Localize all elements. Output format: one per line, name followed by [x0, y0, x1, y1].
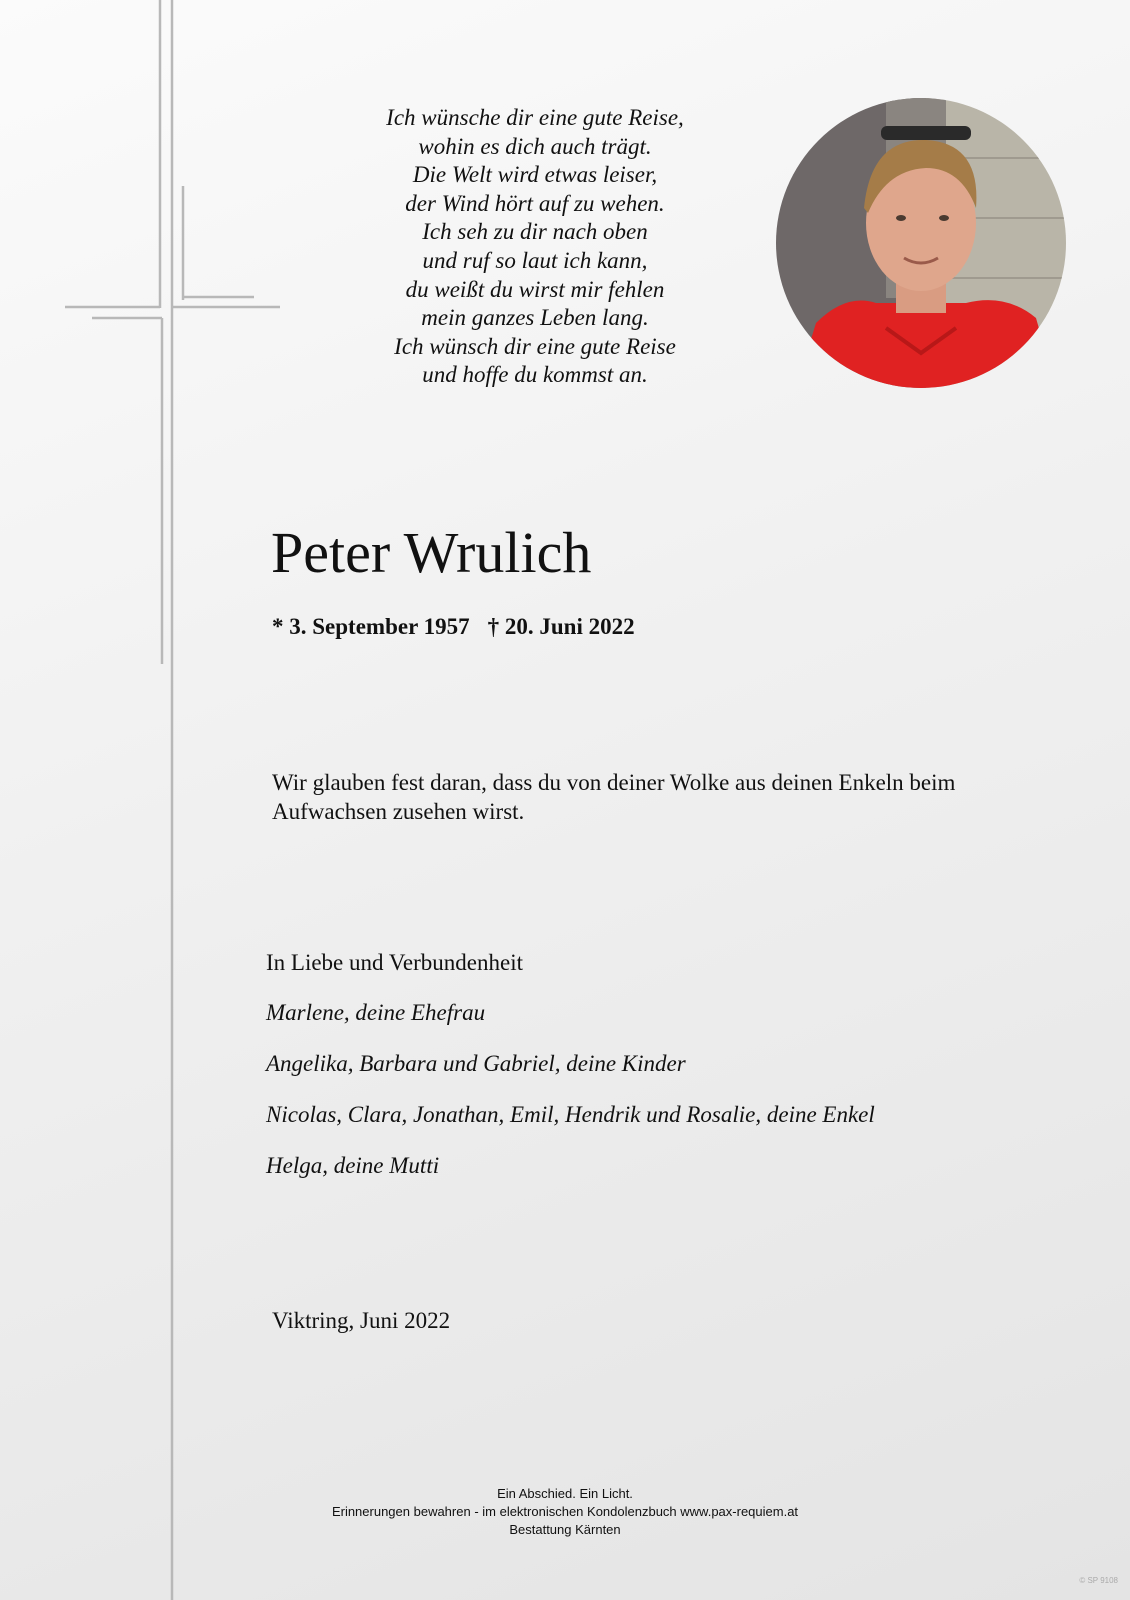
birth-date: * 3. September 1957: [272, 614, 470, 639]
poem-line: mein ganzes Leben lang.: [421, 305, 649, 331]
family-member: Marlene, deine Ehefrau: [266, 1000, 486, 1025]
poem-line: und hoffe du kommst an.: [422, 362, 648, 388]
family-section: [266, 950, 875, 1202]
family-intro: In Liebe und Verbundenheit: [266, 950, 523, 975]
poem-line: und ruf so laut ich kann,: [422, 247, 648, 273]
family-member: Helga, deine Mutti: [266, 1153, 440, 1178]
poem-line: Die Welt wird etwas leiser,: [412, 162, 658, 188]
footer: [265, 1485, 865, 1539]
footer-condolence-note: Erinnerungen bewahren - im elektronischen Kondolenzbuch www.pax-requiem.at: [331, 1504, 799, 1519]
poem-line: der Wind hört auf zu wehen.: [405, 190, 665, 216]
memorial-message: Wir glauben fest daran, dass du von deiner Wolke aus deinen Enkeln beim Aufwachsen zusehen wirst.: [272, 770, 956, 824]
poem: [320, 104, 750, 390]
family-member: Angelika, Barbara und Gabriel, deine Kinder: [266, 1051, 686, 1076]
deceased-name: Peter Wrulich: [271, 520, 592, 585]
poem-line: du weißt du wirst mir fehlen: [405, 276, 665, 302]
life-dates: [272, 614, 635, 640]
poem-line: Ich wünsch dir eine gute Reise: [394, 333, 676, 359]
template-code: © SP 9108: [1079, 1576, 1118, 1585]
footer-slogan: Ein Abschied. Ein Licht.: [497, 1486, 633, 1501]
portrait-photo: [776, 98, 1066, 388]
place-date: Viktring, Juni 2022: [272, 1308, 451, 1333]
footer-company: Bestattung Kärnten: [509, 1522, 621, 1537]
cross-icon: [0, 0, 290, 1600]
poem-line: Ich seh zu dir nach oben: [422, 219, 648, 245]
family-member: Nicolas, Clara, Jonathan, Emil, Hendrik und Rosalie, deine Enkel: [266, 1102, 875, 1127]
death-date: † 20. Juni 2022: [487, 614, 635, 639]
poem-line: wohin es dich auch trägt.: [418, 133, 652, 159]
poem-line: Ich wünsche dir eine gute Reise,: [386, 105, 684, 130]
